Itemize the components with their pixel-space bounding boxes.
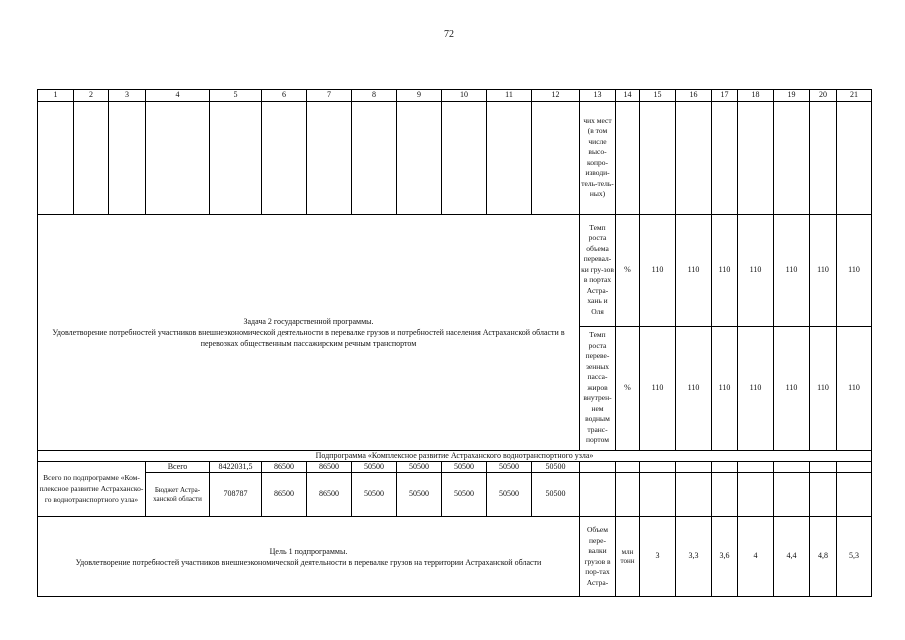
indicator-unit: % bbox=[616, 326, 640, 450]
indicator-value: 4,4 bbox=[774, 517, 810, 597]
indicator-unit: % bbox=[616, 214, 640, 326]
header-cell: 15 bbox=[640, 90, 676, 102]
indicator-unit: млн тонн bbox=[616, 517, 640, 597]
indicator-value: 110 bbox=[676, 326, 712, 450]
indicator-value: 110 bbox=[676, 214, 712, 326]
indicator-value: 110 bbox=[712, 326, 738, 450]
funding-value: 50500 bbox=[352, 473, 397, 517]
funding-value: 708787 bbox=[210, 473, 262, 517]
funding-value: 50500 bbox=[397, 473, 442, 517]
header-cell: 17 bbox=[712, 90, 738, 102]
funding-value: 50500 bbox=[397, 461, 442, 473]
funding-source: Бюджет Астра-ханской области bbox=[146, 473, 210, 517]
funding-value: 50500 bbox=[532, 473, 580, 517]
subprogram-title: Подпрограмма «Комплексное развитие Астраханского воднотранспортного узла» bbox=[38, 450, 872, 461]
indicator-value: 3 bbox=[640, 517, 676, 597]
task2-indicator-row-1 bbox=[38, 214, 872, 326]
indicator-value: 5,3 bbox=[837, 517, 872, 597]
indicator-value: 110 bbox=[810, 214, 837, 326]
subprogram-title-row bbox=[38, 450, 872, 461]
indicator-value: 110 bbox=[640, 326, 676, 450]
subprogram-budget-row bbox=[38, 473, 872, 517]
indicators-table bbox=[37, 89, 872, 597]
indicator-value: 110 bbox=[837, 326, 872, 450]
indicator-value: 110 bbox=[774, 326, 810, 450]
header-cell: 8 bbox=[352, 90, 397, 102]
subprogram-total-row bbox=[38, 461, 872, 473]
task2-description bbox=[38, 214, 580, 450]
header-cell: 16 bbox=[676, 90, 712, 102]
funding-value: 8422031,5 bbox=[210, 461, 262, 473]
header-cell: 18 bbox=[738, 90, 774, 102]
continued-indicator-cell: чих мест (в том числе высо-копро-изводи-тель-тель-ных) bbox=[580, 101, 616, 214]
indicator-value: 110 bbox=[738, 326, 774, 450]
indicator-value: 3,3 bbox=[676, 517, 712, 597]
funding-value: 50500 bbox=[487, 473, 532, 517]
funding-value: 50500 bbox=[442, 461, 487, 473]
header-cell: 5 bbox=[210, 90, 262, 102]
indicator-name: Темп роста переве-зенных пасса-жиров внутрен-нем водным транс-портом bbox=[580, 326, 616, 450]
funding-value: 86500 bbox=[307, 473, 352, 517]
funding-value: 86500 bbox=[307, 461, 352, 473]
indicator-value: 110 bbox=[837, 214, 872, 326]
indicator-value: 110 bbox=[640, 214, 676, 326]
header-row bbox=[38, 90, 872, 102]
header-cell: 20 bbox=[810, 90, 837, 102]
header-cell: 6 bbox=[262, 90, 307, 102]
goal1-row bbox=[38, 517, 872, 597]
indicator-name: Объем пере-валки грузов в пор-тах Астра- bbox=[580, 517, 616, 597]
header-cell: 13 bbox=[580, 90, 616, 102]
indicator-value: 110 bbox=[810, 326, 837, 450]
continued-row bbox=[38, 101, 872, 214]
header-cell: 7 bbox=[307, 90, 352, 102]
header-cell: 4 bbox=[146, 90, 210, 102]
header-cell: 9 bbox=[397, 90, 442, 102]
funding-value: 86500 bbox=[262, 461, 307, 473]
indicator-value: 3,6 bbox=[712, 517, 738, 597]
header-cell: 3 bbox=[109, 90, 146, 102]
header-cell: 12 bbox=[532, 90, 580, 102]
indicator-value: 4,8 bbox=[810, 517, 837, 597]
goal1-text: Удовлетворение потребностей участников внешнеэкономической деятельности в перевалке грузов на территории Астраханской области bbox=[75, 557, 542, 567]
header-cell: 10 bbox=[442, 90, 487, 102]
goal1-description bbox=[38, 517, 580, 597]
goal1-title: Цель 1 подпрограммы. bbox=[269, 546, 348, 556]
task2-text: Удовлетворение потребностей участников внешнеэкономической деятельности в перевалке грузов и потребностей населения Астраханской области в перевозках общественным пассажирским речным транспортом bbox=[52, 327, 565, 348]
header-cell: 19 bbox=[774, 90, 810, 102]
indicator-value: 110 bbox=[712, 214, 738, 326]
indicator-value: 110 bbox=[738, 214, 774, 326]
header-cell: 21 bbox=[837, 90, 872, 102]
header-cell: 2 bbox=[74, 90, 109, 102]
header-cell: 11 bbox=[487, 90, 532, 102]
funding-value: 50500 bbox=[487, 461, 532, 473]
indicator-value: 4 bbox=[738, 517, 774, 597]
subprogram-total-label: Всего по подпрограмме «Ком-плексное развитие Астраханско-го воднотранспортного узла» bbox=[38, 461, 146, 517]
funding-value: 86500 bbox=[262, 473, 307, 517]
funding-value: 50500 bbox=[442, 473, 487, 517]
header-cell: 1 bbox=[38, 90, 74, 102]
funding-source: Всего bbox=[146, 461, 210, 473]
task2-title: Задача 2 государственной программы. bbox=[243, 316, 374, 326]
indicator-name: Темп роста объема перевал-ки гру-зов в портах Астра-хань и Оля bbox=[580, 214, 616, 326]
header-cell: 14 bbox=[616, 90, 640, 102]
page-number: 72 bbox=[444, 29, 454, 40]
funding-value: 50500 bbox=[352, 461, 397, 473]
funding-value: 50500 bbox=[532, 461, 580, 473]
indicator-value: 110 bbox=[774, 214, 810, 326]
